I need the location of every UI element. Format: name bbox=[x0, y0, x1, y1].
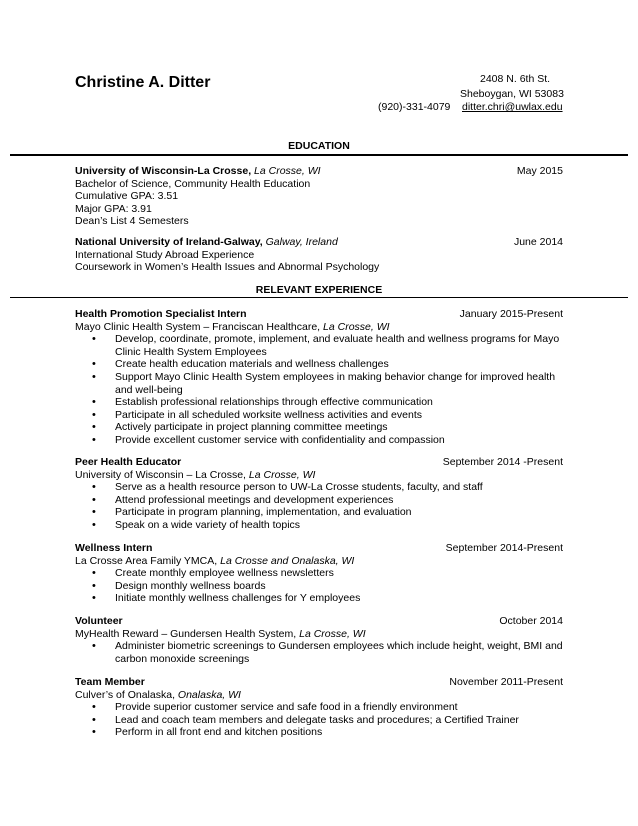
phone-number: (920)-331-4079 bbox=[378, 101, 451, 113]
list-item: • Initiate monthly wellness challenges for Y employees bbox=[75, 592, 563, 605]
list-item: • Establish professional relationships through effective communication bbox=[75, 396, 563, 409]
candidate-name: Christine A. Ditter bbox=[75, 74, 211, 91]
list-item: • Attend professional meetings and development experiences bbox=[75, 494, 563, 507]
school-name: University of Wisconsin-La Crosse, bbox=[75, 165, 252, 177]
job-org: Mayo Clinic Health System – Franciscan Healthcare, bbox=[75, 320, 321, 333]
education-detail: Dean’s List 4 Semesters bbox=[75, 215, 189, 228]
list-item: • Create health education materials and wellness challenges bbox=[75, 358, 563, 371]
job-bullets bbox=[75, 640, 563, 665]
job-org: La Crosse Area Family YMCA, bbox=[75, 554, 218, 567]
list-item: • Provide excellent customer service with confidentiality and compassion bbox=[75, 434, 563, 447]
education-detail: Major GPA: 3.91 bbox=[75, 202, 152, 215]
list-item: • Perform in all front end and kitchen positions bbox=[75, 726, 563, 739]
school-location: Galway, Ireland bbox=[265, 236, 338, 248]
job-bullets bbox=[75, 333, 563, 446]
job-org: Culver’s of Onalaska, bbox=[75, 688, 175, 701]
job-bullets bbox=[75, 567, 563, 605]
job-location: Onalaska, WI bbox=[177, 688, 241, 701]
list-item: • Serve as a health resource person to UW-La Crosse students, faculty, and staff bbox=[75, 481, 563, 494]
experience-rule bbox=[10, 297, 628, 298]
job-date: January 2015-Present bbox=[459, 308, 563, 320]
education-detail: Cumulative GPA: 3.51 bbox=[75, 190, 179, 203]
education-date: June 2014 bbox=[513, 236, 563, 248]
job-location: La Crosse, WI bbox=[323, 320, 390, 333]
job-entry bbox=[75, 308, 563, 447]
job-org: University of Wisconsin – La Crosse, bbox=[75, 468, 246, 481]
job-entry bbox=[75, 676, 563, 739]
list-item: • Actively participate in project planning committee meetings bbox=[75, 421, 563, 434]
education-rule bbox=[10, 154, 628, 156]
email-link[interactable]: ditter.chri@uwlax.edu bbox=[462, 101, 563, 113]
job-title: Health Promotion Specialist Intern bbox=[75, 308, 247, 320]
job-org: MyHealth Reward – Gundersen Health System, bbox=[75, 627, 297, 640]
job-date: November 2011-Present bbox=[449, 676, 563, 688]
education-detail: International Study Abroad Experience bbox=[75, 248, 255, 261]
list-item: • Create monthly employee wellness newsletters bbox=[75, 567, 563, 580]
list-item: • Design monthly wellness boards bbox=[75, 580, 563, 593]
education-detail: Coursework in Women’s Health Issues and Abnormal Psychology bbox=[75, 261, 380, 274]
job-title: Peer Health Educator bbox=[75, 456, 182, 468]
education-date: May 2015 bbox=[516, 165, 563, 177]
job-date: September 2014 -Present bbox=[442, 456, 563, 468]
list-item: • Lead and coach team members and delegate tasks and procedures; a Certified Trainer bbox=[75, 714, 563, 727]
job-entry bbox=[75, 542, 563, 605]
education-entry bbox=[75, 165, 563, 228]
list-item: • Speak on a wide variety of health topics bbox=[75, 519, 563, 532]
job-location: La Crosse and Onalaska, WI bbox=[220, 554, 355, 567]
school-name: National University of Ireland-Galway, bbox=[75, 236, 263, 248]
job-date: September 2014-Present bbox=[445, 542, 563, 554]
job-title: Wellness Intern bbox=[75, 542, 153, 554]
list-item: • Participate in program planning, implementation, and evaluation bbox=[75, 506, 563, 519]
job-date: October 2014 bbox=[499, 615, 563, 627]
address-line-2: Sheboygan, WI 53083 bbox=[460, 88, 564, 100]
job-entry bbox=[75, 615, 563, 665]
job-location: La Crosse, WI bbox=[248, 468, 316, 481]
address-line-1: 2408 N. 6th St. bbox=[480, 73, 551, 85]
list-item: • Support Mayo Clinic Health System employees in making behavior change for improved health and well-being bbox=[75, 371, 563, 396]
education-detail: Bachelor of Science, Community Health Education bbox=[75, 177, 311, 190]
job-entry bbox=[75, 456, 563, 532]
list-item: • Participate in all scheduled worksite wellness activities and events bbox=[75, 409, 563, 422]
list-item: • Administer biometric screenings to Gundersen employees which include height, weight, BMI and carbon monoxide screenings bbox=[75, 640, 563, 665]
education-heading: EDUCATION bbox=[288, 140, 350, 152]
job-bullets bbox=[75, 701, 563, 739]
list-item: • Provide superior customer service and safe food in a friendly environment bbox=[75, 701, 563, 714]
list-item: • Develop, coordinate, promote, implement, and evaluate health and wellness programs for Mayo Clinic Health System Employees bbox=[75, 333, 563, 358]
job-title: Team Member bbox=[75, 676, 145, 688]
education-entry bbox=[75, 236, 563, 274]
school-location: La Crosse, WI bbox=[254, 165, 321, 177]
job-bullets bbox=[75, 481, 563, 531]
job-location: La Crosse, WI bbox=[299, 627, 366, 640]
job-title: Volunteer bbox=[75, 615, 123, 627]
experience-heading: RELEVANT EXPERIENCE bbox=[255, 284, 383, 296]
